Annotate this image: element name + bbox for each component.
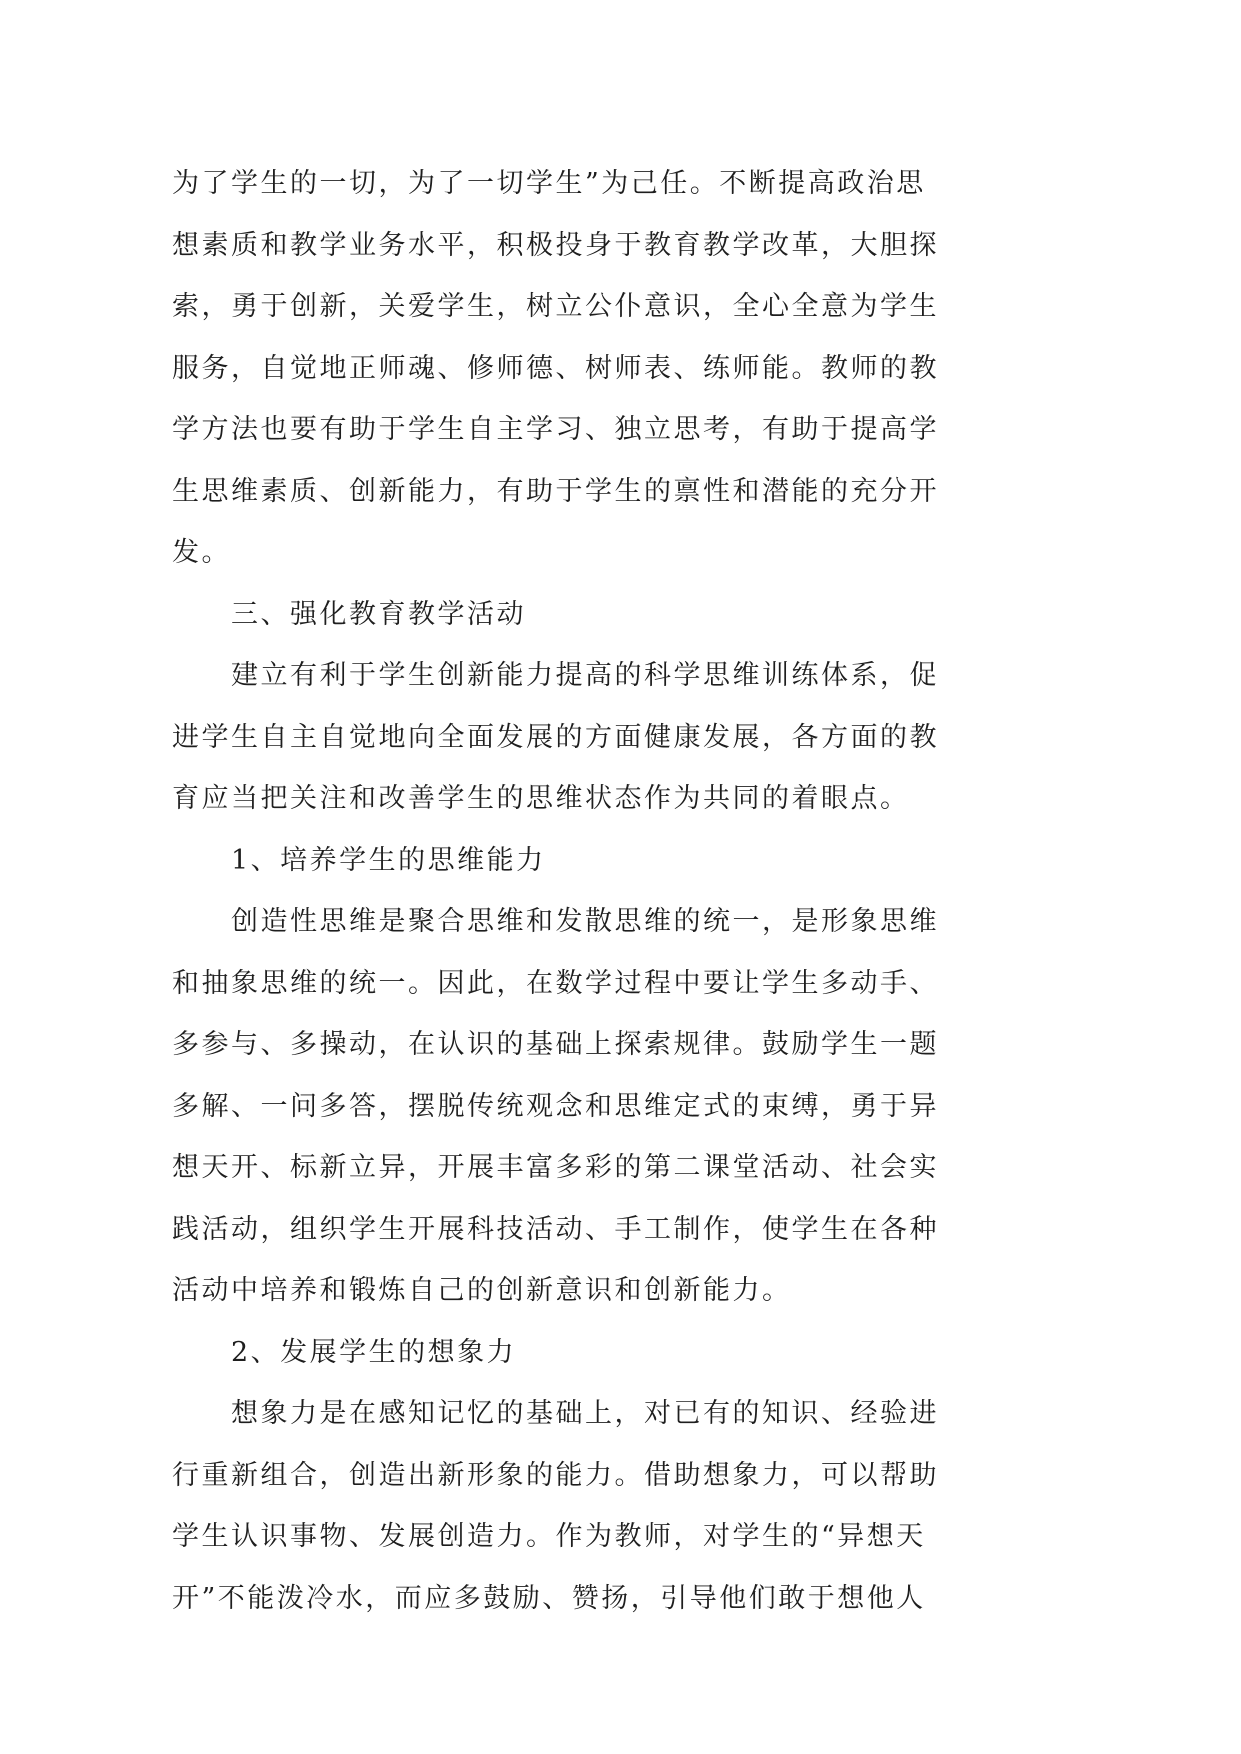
paragraph-line: 想象力是在感知记忆的基础上，对已有的知识、经验进 (231, 1398, 939, 1429)
paragraph-line: 多解、一问多答，摆脱传统观念和思维定式的束缚，勇于异 (172, 1090, 939, 1122)
section-thinking-ability (172, 830, 992, 1322)
opening-paragraph (172, 153, 992, 584)
section-strengthen-teaching (172, 584, 992, 830)
section-heading: 三、强化教育教学活动 (231, 598, 526, 630)
paragraph-line: 索，勇于创新，关爱学生，树立公仆意识，全心全意为学生 (172, 291, 939, 322)
paragraph-line: 活动中培养和锻炼自己的创新意识和创新能力。 (172, 1275, 792, 1306)
section-heading: 2、发展学生的想象力 (231, 1336, 517, 1368)
paragraph-line: 行重新组合，创造出新形象的能力。借助想象力，可以帮助 (172, 1459, 939, 1491)
paragraph-line: 建立有利于学生创新能力提高的科学思维训练体系，促 (231, 660, 939, 691)
paragraph-line: 服务，自觉地正师魂、修师德、树师表、练师能。教师的教 (172, 352, 939, 384)
paragraph-line: 进学生自主自觉地向全面发展的方面健康发展，各方面的教 (172, 721, 939, 753)
paragraph-line: 为了学生的一切，为了一切学生”为己任。不断提高政治思 (172, 168, 926, 199)
paragraph-line: 和抽象思维的统一。因此，在数学过程中要让学生多动手、 (172, 967, 939, 999)
paragraph-line: 发。 (172, 537, 231, 568)
document-body (172, 153, 992, 1629)
section-imagination (172, 1322, 992, 1630)
paragraph-line: 创造性思维是聚合思维和发散思维的统一，是形象思维 (231, 906, 939, 937)
section-heading: 1、培养学生的思维能力 (231, 844, 546, 876)
paragraph-line: 生思维素质、创新能力，有助于学生的禀性和潜能的充分开 (172, 475, 939, 507)
paragraph-line: 学生认识事物、发展创造力。作为教师，对学生的“异想天 (172, 1521, 926, 1552)
paragraph-line: 想素质和教学业务水平，积极投身于教育教学改革，大胆探 (172, 229, 939, 261)
paragraph-line: 学方法也要有助于学生自主学习、独立思考，有助于提高学 (172, 414, 939, 445)
paragraph-line: 践活动，组织学生开展科技活动、手工制作，使学生在各种 (172, 1213, 939, 1245)
paragraph-line: 开”不能泼冷水，而应多鼓励、赞扬，引导他们敢于想他人 (172, 1582, 926, 1614)
paragraph-line: 育应当把关注和改善学生的思维状态作为共同的着眼点。 (172, 783, 910, 814)
paragraph-line: 想天开、标新立异，开展丰富多彩的第二课堂活动、社会实 (172, 1152, 939, 1183)
paragraph-line: 多参与、多操动，在认识的基础上探索规律。鼓励学生一题 (172, 1029, 939, 1060)
